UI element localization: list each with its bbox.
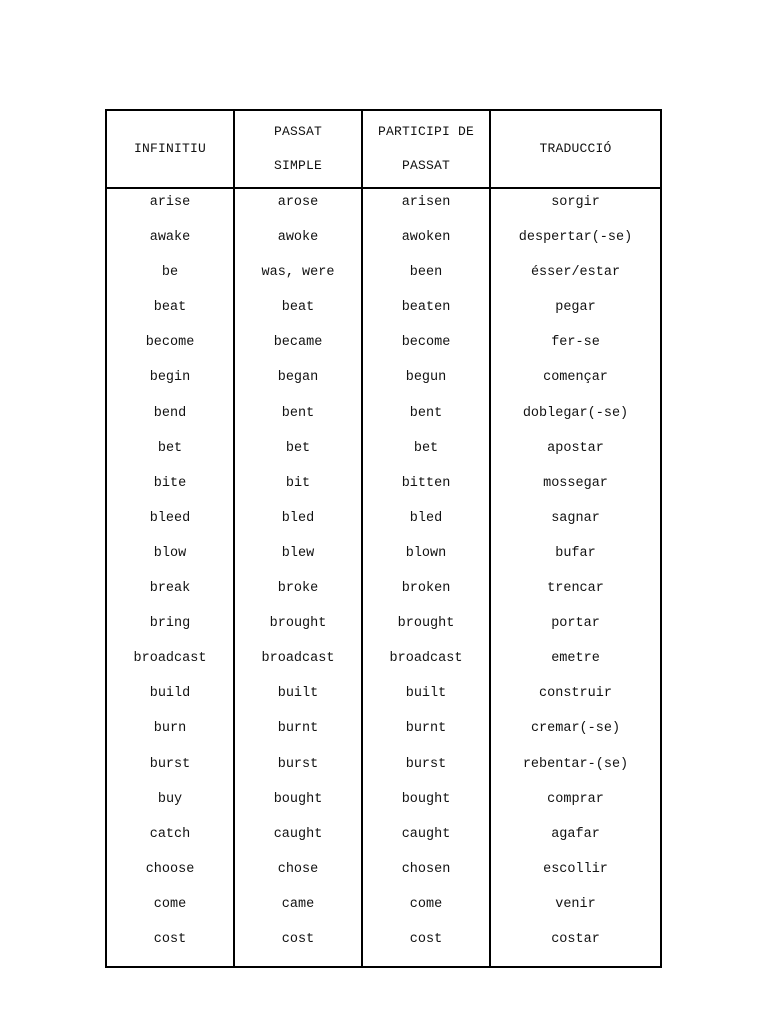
table-cell-infinitive: broadcast — [133, 651, 207, 667]
table-cell-translation: bufar — [555, 545, 596, 561]
table-cell-infinitive: break — [149, 581, 191, 597]
table-cell-past-simple: brought — [269, 616, 327, 632]
table-cell-translation: apostar — [547, 440, 604, 456]
table-cell-translation: agafar — [551, 826, 600, 842]
header-infinitive — [107, 111, 235, 187]
table-cell-past-participle: bent — [409, 405, 443, 421]
header-past-simple-line2: SIMPLE — [273, 158, 322, 173]
table-cell-past-simple: blew — [281, 545, 315, 561]
table-cell-past-participle: bet — [413, 440, 439, 456]
table-cell-translation: rebentar-(se) — [522, 756, 629, 772]
table-cell-past-simple: bled — [281, 510, 315, 526]
table-cell-translation: escollir — [543, 861, 608, 877]
table-cell-past-participle: bought — [401, 791, 451, 807]
table-cell-past-simple: awoke — [277, 230, 319, 246]
table-cell-past-participle: brought — [397, 616, 455, 632]
table-cell-translation: trencar — [547, 581, 604, 597]
table-cell-past-simple: bet — [285, 440, 311, 456]
header-past-participle — [363, 111, 491, 187]
table-cell-past-simple: became — [273, 335, 323, 351]
table-cell-infinitive: awake — [149, 230, 191, 246]
table-cell-past-participle: built — [405, 686, 447, 702]
table-cell-translation: portar — [551, 616, 600, 632]
table-cell-past-participle: come — [409, 896, 443, 912]
table-cell-past-participle: broken — [401, 581, 451, 597]
table-cell-past-simple: was, were — [261, 265, 335, 281]
table-cell-translation: ésser/estar — [530, 265, 621, 281]
table-cell-translation: començar — [543, 370, 608, 386]
table-cell-past-simple: bent — [281, 405, 315, 421]
table-cell-infinitive: burst — [149, 756, 191, 772]
table-cell-translation: cremar(-se) — [530, 721, 621, 737]
table-cell-past-simple: broke — [277, 581, 319, 597]
table-cell-translation: comprar — [547, 791, 604, 807]
table-cell-past-participle: arisen — [401, 195, 451, 210]
table-cell-past-simple: bit — [285, 475, 311, 491]
table-cell-past-participle: beaten — [401, 300, 451, 316]
table-cell-past-simple: broadcast — [261, 651, 335, 667]
table-cell-past-simple: arose — [277, 195, 319, 210]
table-cell-past-participle: been — [409, 265, 443, 281]
column-past-simple — [235, 189, 363, 966]
table-cell-translation: emetre — [551, 651, 600, 667]
table-cell-past-participle: bled — [409, 510, 443, 526]
table-cell-infinitive: blow — [153, 545, 187, 561]
table-cell-infinitive: arise — [149, 195, 191, 210]
table-cell-past-participle: broadcast — [389, 651, 463, 667]
table-cell-past-participle: burnt — [405, 721, 447, 737]
header-translation-label: TRADUCCIÓ — [539, 141, 612, 156]
table-cell-infinitive: bite — [153, 475, 187, 491]
header-past-participle-line1: PARTICIPI DE — [377, 124, 474, 139]
table-cell-past-simple: burnt — [277, 721, 319, 737]
table-cell-past-participle: chosen — [401, 861, 451, 877]
table-cell-past-participle: awoken — [401, 230, 451, 246]
column-past-participle — [363, 189, 491, 966]
table-cell-infinitive: choose — [145, 861, 195, 877]
table-cell-translation: doblegar(-se) — [522, 405, 629, 421]
table-cell-past-simple: built — [277, 686, 319, 702]
table-cell-infinitive: come — [153, 896, 187, 912]
table-cell-translation: costar — [551, 931, 600, 947]
table-cell-translation: venir — [555, 896, 596, 912]
irregular-verbs-table — [105, 109, 662, 968]
header-infinitive-label: INFINITIU — [133, 141, 206, 156]
table-cell-past-simple: came — [281, 896, 315, 912]
column-infinitive — [107, 189, 235, 966]
table-cell-infinitive: bring — [149, 616, 191, 632]
header-past-simple-line1: PASSAT — [273, 124, 322, 139]
table-cell-infinitive: beat — [153, 300, 187, 316]
header-past-simple — [235, 111, 363, 187]
table-cell-infinitive: bleed — [149, 510, 191, 526]
table-cell-infinitive: begin — [149, 370, 191, 386]
table-cell-past-simple: burst — [277, 756, 319, 772]
table-cell-past-participle: burst — [405, 756, 447, 772]
table-cell-past-participle: cost — [409, 931, 443, 947]
table-cell-infinitive: cost — [153, 931, 187, 947]
table-cell-past-simple: beat — [281, 300, 315, 316]
table-cell-past-simple: bought — [273, 791, 323, 807]
table-cell-translation: sorgir — [551, 195, 600, 210]
header-translation — [491, 111, 660, 187]
table-cell-infinitive: build — [149, 686, 191, 702]
column-translation — [491, 189, 660, 966]
table-cell-past-participle: blown — [405, 545, 447, 561]
table-cell-past-participle: become — [401, 335, 451, 351]
table-cell-infinitive: catch — [149, 826, 191, 842]
table-cell-past-simple: caught — [273, 826, 323, 842]
table-cell-translation: construir — [539, 686, 612, 702]
table-cell-past-participle: caught — [401, 826, 451, 842]
table-cell-infinitive: buy — [157, 791, 183, 807]
table-cell-translation: pegar — [555, 300, 596, 316]
table-cell-past-simple: began — [277, 370, 319, 386]
table-cell-past-participle: bitten — [401, 475, 451, 491]
table-cell-past-simple: chose — [277, 861, 319, 877]
table-cell-infinitive: become — [145, 335, 195, 351]
table-cell-past-participle: begun — [405, 370, 447, 386]
table-cell-infinitive: bet — [157, 440, 183, 456]
header-past-participle-line2: PASSAT — [401, 158, 450, 173]
table-cell-infinitive: be — [161, 265, 179, 281]
table-cell-translation: mossegar — [543, 475, 608, 491]
table-cell-infinitive: bend — [153, 405, 187, 421]
table-cell-translation: despertar(-se) — [518, 230, 633, 246]
table-cell-translation: fer-se — [551, 335, 600, 351]
table-header-row — [107, 111, 660, 189]
table-body — [107, 189, 660, 966]
table-cell-translation: sagnar — [551, 510, 600, 526]
table-cell-past-simple: cost — [281, 931, 315, 947]
table-cell-infinitive: burn — [153, 721, 187, 737]
